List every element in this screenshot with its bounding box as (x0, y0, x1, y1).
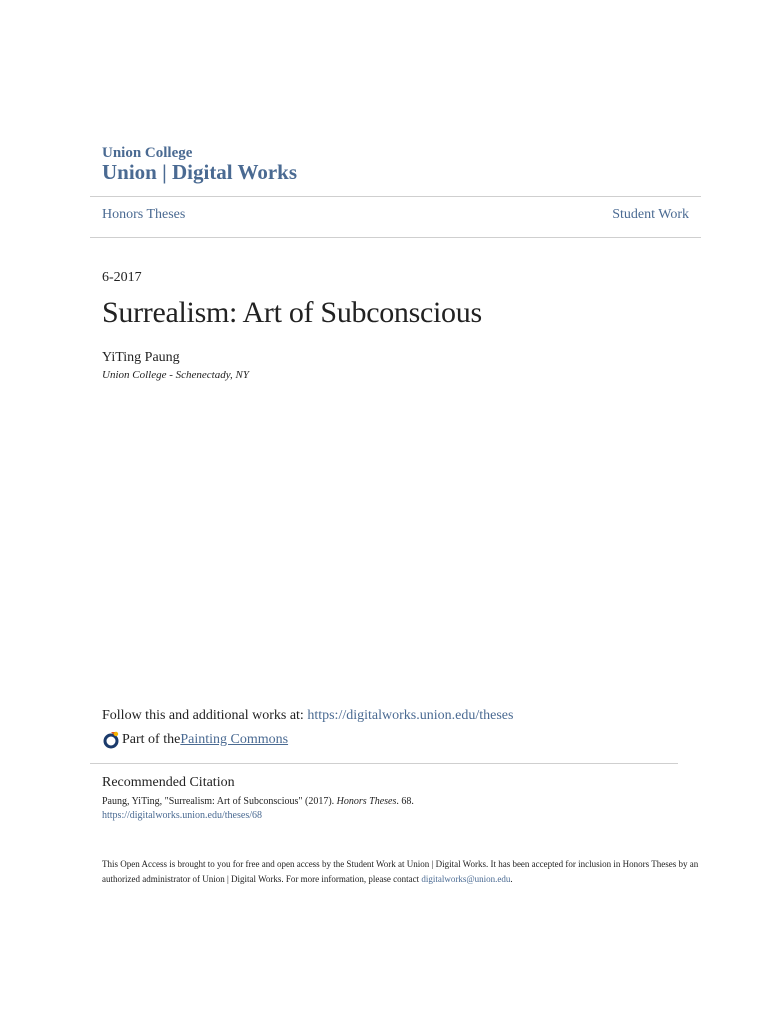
open-access-notice (102, 857, 702, 887)
follow-prefix: Follow this and additional works at: (102, 708, 308, 723)
publication-date: 6-2017 (102, 270, 142, 285)
follow-line (102, 708, 513, 724)
document-title: Surrealism: Art of Subconscious (102, 296, 482, 329)
author-affiliation: Union College - Schenectady, NY (102, 369, 249, 381)
nav-divider (90, 237, 701, 238)
citation-number: . 68. (396, 796, 414, 807)
header-divider (90, 196, 701, 197)
part-of-prefix: Part of the (122, 732, 181, 747)
theses-url-link[interactable]: https://digitalworks.union.edu/theses (307, 708, 514, 723)
author-name: YiTing Paung (102, 350, 180, 365)
painting-commons-link[interactable]: Painting Commons (180, 732, 289, 747)
citation-series: Honors Theses (336, 796, 397, 807)
bepress-commons-icon (102, 731, 120, 749)
citation-heading: Recommended Citation (102, 775, 235, 790)
notice-end: . (510, 874, 513, 884)
institution-name: Union College (102, 145, 193, 161)
part-of-line (102, 731, 288, 749)
contact-email-link[interactable]: digitalworks@union.edu (421, 874, 511, 884)
honors-theses-link[interactable]: Honors Theses (102, 207, 186, 222)
citation-plain: Paung, YiTing, "Surrealism: Art of Subconscious" (2017). (102, 796, 337, 807)
notice-text: This Open Access is brought to you for free and open access by the Student Work at Union | Digital Works. It has been accepted for inclusion in Honors Theses by an authorized administrator of Union | Digital Works. For more information, please contact (102, 859, 699, 884)
student-work-link[interactable]: Student Work (612, 207, 689, 222)
citation-url-link[interactable]: https://digitalworks.union.edu/theses/68 (102, 810, 262, 821)
citation-text (102, 796, 414, 807)
citation-divider (90, 763, 678, 764)
repository-name-link[interactable]: Union | Digital Works (102, 160, 298, 184)
